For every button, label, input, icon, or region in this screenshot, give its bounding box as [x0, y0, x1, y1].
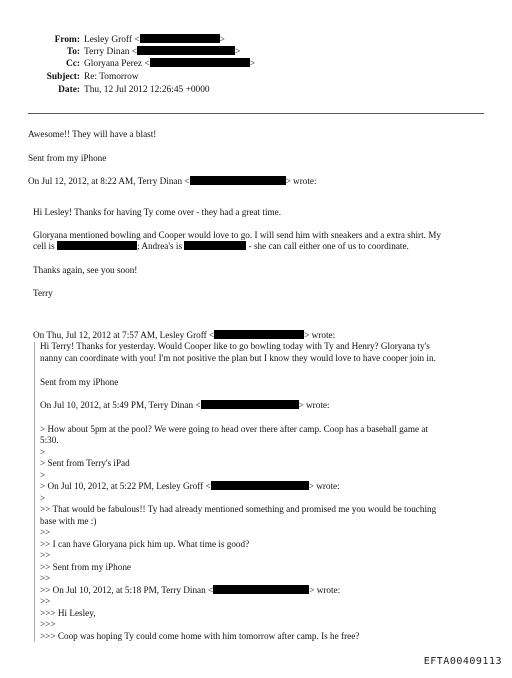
- body-line: >: [40, 447, 46, 457]
- body-line: >: [40, 470, 46, 480]
- body-line: Hi Lesley! Thanks for having Ty come over - they had a great time.: [33, 207, 282, 217]
- attribution-text: On Thu, Jul 12, 2012 at 7:57 AM, Lesley Groff <: [33, 330, 215, 340]
- attribution-wrote: > wrote:: [298, 400, 330, 410]
- body-line: Thanks again, see you soon!: [33, 265, 138, 275]
- body-line: >>> Coop was hoping Ty could come home with him tomorrow after camp. Is he free?: [40, 631, 360, 641]
- body-line: [33, 241, 409, 253]
- attribution-line: [40, 400, 330, 412]
- attribution-line: [40, 585, 340, 597]
- body-line: >> That would be fabulous!! Ty had already mentioned something and promised me you would be touching: [40, 504, 437, 514]
- redaction-box: [213, 585, 309, 594]
- from-value: [84, 34, 225, 46]
- attribution-line: [33, 330, 335, 342]
- from-label: From:: [54, 35, 80, 45]
- redaction-box: [211, 481, 309, 490]
- attribution-wrote: > wrote:: [308, 481, 340, 491]
- body-line: > Sent from Terry's iPad: [40, 458, 130, 468]
- subject-label: Subject:: [46, 72, 80, 82]
- cc-name: Gloryana Perez <: [84, 59, 150, 69]
- to-value: [84, 46, 240, 58]
- body-line: Sent from my iPhone: [28, 153, 107, 163]
- andrea-label: ; Andrea's is: [136, 241, 183, 251]
- document-id: EFTA00409113: [423, 656, 502, 667]
- close-bracket: >: [249, 59, 255, 69]
- redaction-box: [190, 176, 286, 185]
- body-line: >>: [40, 596, 51, 606]
- body-line: Gloryana mentioned bowling and Cooper would love to go. I will send him with sneakers and a extra shirt. My: [33, 230, 442, 240]
- quote-bar: [34, 342, 35, 642]
- coordinate-text: - she can call either one of us to coordinate.: [248, 241, 409, 251]
- redaction-box: [201, 400, 299, 409]
- close-bracket: >: [219, 35, 225, 45]
- cc-value: [84, 58, 255, 70]
- attribution-text: On Jul 12, 2012, at 8:22 AM, Terry Dinan <: [28, 176, 190, 186]
- redaction-box: [150, 58, 250, 67]
- subject-value: Re: Tomorrow: [84, 72, 139, 82]
- close-bracket: >: [235, 47, 241, 57]
- attribution-line: [40, 481, 340, 493]
- redaction-box: [140, 34, 220, 43]
- body-line: >: [40, 493, 46, 503]
- date-label: Date:: [58, 85, 80, 95]
- signature: Terry: [33, 288, 53, 298]
- date-value: Thu, 12 Jul 2012 12:26:45 +0000: [84, 85, 210, 95]
- body-line: >>> Hi Lesley,: [40, 608, 96, 618]
- body-line: Sent from my iPhone: [40, 377, 119, 387]
- to-label: To:: [66, 47, 80, 57]
- body-line: base with me :): [40, 516, 97, 526]
- redaction-box: [57, 241, 137, 250]
- attribution-wrote: > wrote:: [304, 330, 336, 340]
- body-line: Awesome!! They will have a blast!: [28, 129, 157, 139]
- body-line: >>: [40, 573, 51, 583]
- from-name: Lesley Groff <: [84, 35, 140, 45]
- body-line: 5:30.: [40, 435, 59, 445]
- header-divider: [28, 113, 484, 114]
- body-line: >>: [40, 527, 51, 537]
- body-line: Hi Terry! Thanks for yesterday. Would Cooper like to go bowling today with Ty and Henry? Gloryana ty's: [40, 341, 430, 351]
- body-line: > How about 5pm at the pool? We were going to head over there after camp. Coop has a baseball game at: [40, 424, 428, 434]
- redaction-box: [214, 330, 304, 339]
- to-name: Terry Dinan <: [84, 47, 138, 57]
- body-line: >>>: [40, 619, 56, 629]
- body-line: nanny can coordinate with you! I'm not positive the plan but I know they would love to have cooper join in.: [40, 353, 436, 363]
- redaction-box: [137, 46, 235, 55]
- attribution-wrote: > wrote:: [309, 585, 341, 595]
- attribution-line: [28, 176, 317, 188]
- attribution-wrote: > wrote:: [285, 176, 317, 186]
- body-line: >> Sent from my iPhone: [40, 562, 132, 572]
- cell-label: cell is: [33, 241, 55, 251]
- cc-label: Cc:: [65, 59, 80, 69]
- attribution-text: >> On Jul 10, 2012, at 5:18 PM, Terry Dinan <: [40, 585, 214, 595]
- attribution-text: On Jul 10, 2012, at 5:49 PM, Terry Dinan <: [40, 400, 201, 410]
- redaction-box: [184, 241, 246, 250]
- attribution-text: > On Jul 10, 2012, at 5:22 PM, Lesley Groff <: [40, 481, 211, 491]
- body-line: >> I can have Gloryana pick him up. What time is good?: [40, 539, 250, 549]
- body-line: >>: [40, 550, 51, 560]
